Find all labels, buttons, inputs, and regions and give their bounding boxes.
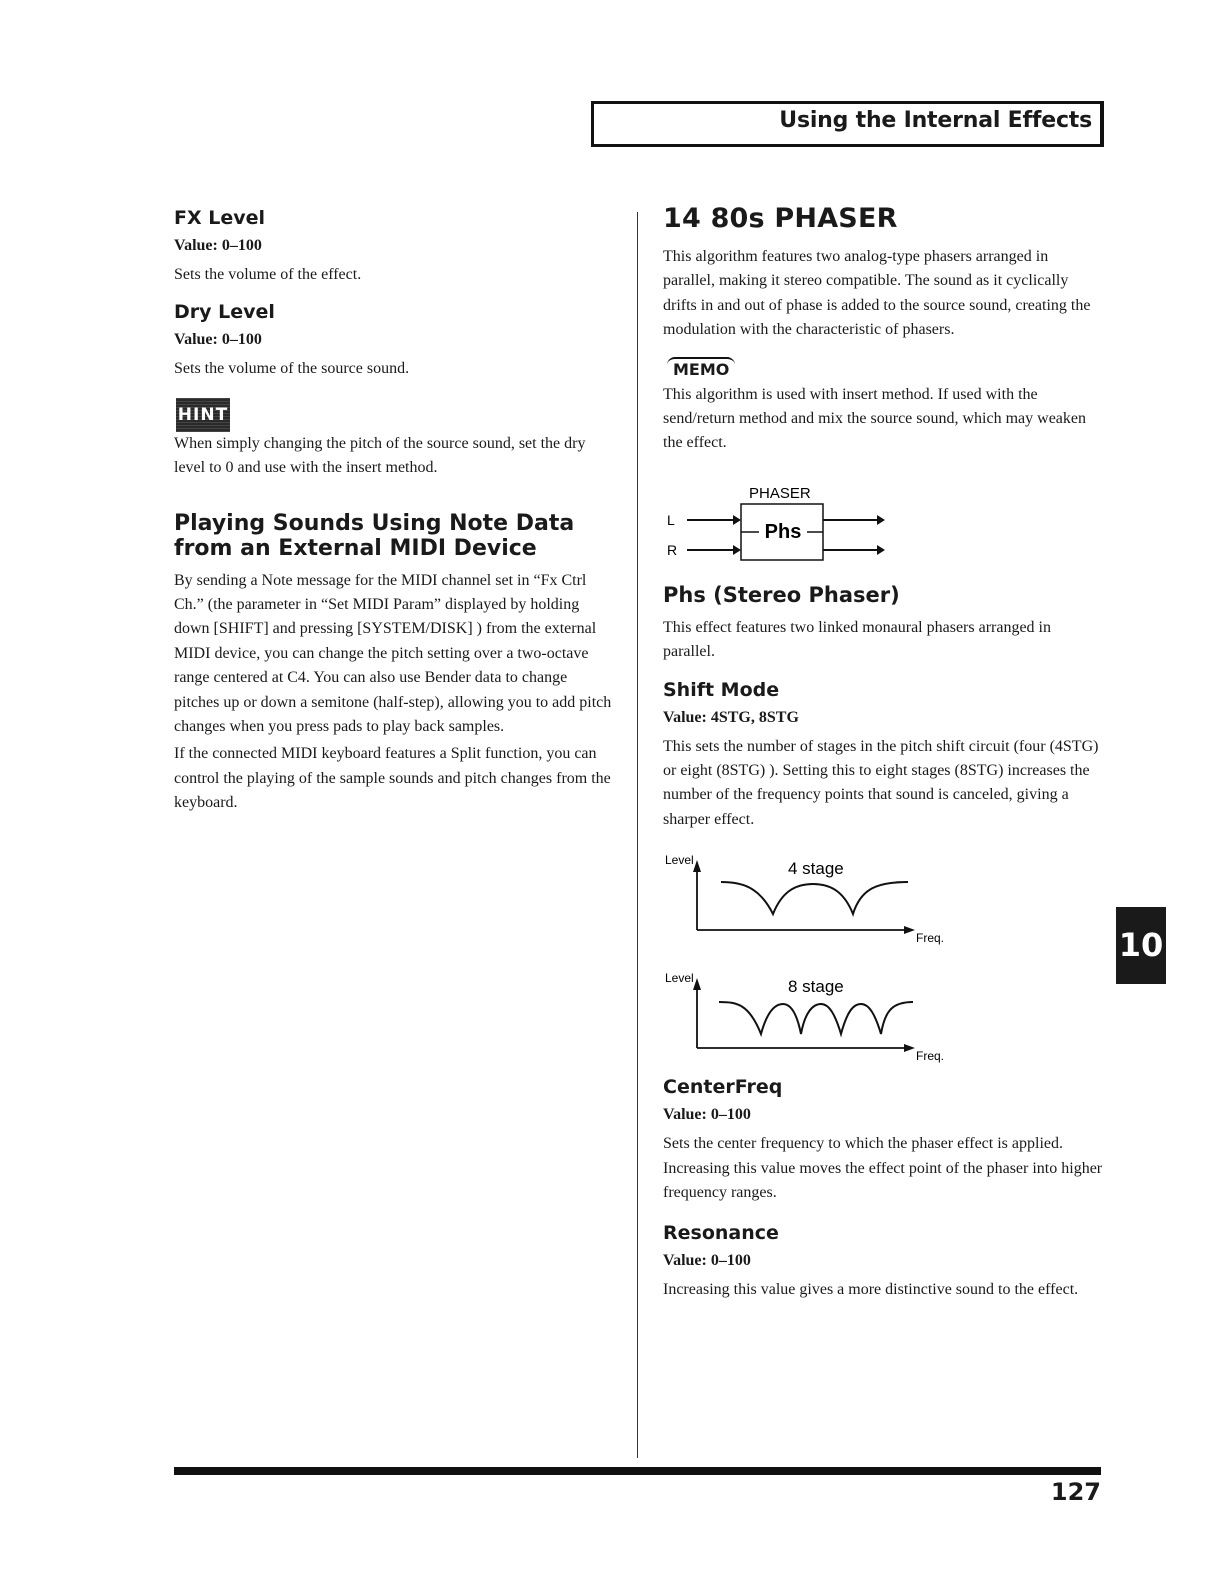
diagram-block-name: Phs [764,520,802,543]
memo-icon: MEMO [667,357,735,381]
phs-heading: Phs (Stereo Phaser) [663,582,900,607]
phs-desc: This effect features two linked monaural phasers arranged in parallel. [663,618,1051,661]
playing-para2: If the connected MIDI keyboard features a Split function, you can control the playing of the sample sounds and pitch changes from the keyboard. [174,745,611,812]
centerfreq-heading: CenterFreq [663,1076,783,1099]
dry-level-value: Value: 0–100 [174,331,262,349]
chapter-tab: 10 [1116,907,1166,984]
graph4-ylabel: Level [665,853,694,868]
graph-8-stage [663,968,963,1068]
graph-4-stage [663,850,963,950]
hint-icon: HINT [176,398,230,432]
graph4-xlabel: Freq. [916,931,945,946]
fx-level-value: Value: 0–100 [174,237,262,254]
graph8-xlabel: Freq. [916,1049,945,1064]
graph8-title: 8 stage [788,977,844,997]
centerfreq-value: Value: 0–100 [663,1106,751,1124]
resonance-value: Value: 0–100 [663,1251,751,1269]
section-title: Using the Internal Effects [779,108,1092,133]
shift-mode-desc: This sets the number of stages in the pitch shift circuit (four (4STG) or eight (8STG) ). Setting this to eight stages (8STG) increases the number of the frequency points that sound is canceled, giving a sharper effect. [663,737,1099,828]
diagram-block-label: PHASER [749,484,811,502]
shift-mode-heading: Shift Mode [663,678,780,701]
graph4-curve [721,882,908,914]
playing-heading: Playing Sounds Using Note Data from an External MIDI Device [174,510,575,561]
footer-rule [174,1467,1101,1475]
diagram-input-l: L [667,511,675,528]
phaser-intro: This algorithm features two analog-type phasers arranged in parallel, making it stereo compatible. The sound as it cyclically drifts in and out of phase is added to the source sound, creating the modulation with the characteristic of phasers. [663,248,1091,339]
graph8-ylabel: Level [665,971,694,986]
phaser-title: 14 80s PHASER [663,203,898,234]
resonance-heading: Resonance [663,1221,779,1244]
diagram-input-r: R [667,541,678,558]
dry-level-desc: Sets the volume of the source sound. [174,360,410,378]
fx-level-desc: Sets the volume of the effect. [174,266,362,283]
playing-para1: By sending a Note message for the MIDI channel set in “Fx Ctrl Ch.” (the parameter in “Set MIDI Param” displayed by holding down [SHIFT] and pressing [SYSTEM/DISK] ) from the external MIDI device, you can change the pitch setting over a two-octave range centered at C4. You can also use Bender data to change pitches up or down a semitone (half-step), allowing you to add pitch changes when you press pads to play back samples. [174,571,612,736]
shift-mode-value: Value: 4STG, 8STG [663,708,799,726]
phaser-block-diagram [663,478,903,568]
centerfreq-desc: Sets the center frequency to which the phaser effect is applied. Increasing this value moves the effect point of the phaser into higher frequency ranges. [663,1135,1103,1202]
right-column [663,201,1103,1302]
memo-text: This algorithm is used with insert method. If used with the send/return method and mix the source sound, which may weaken the effect. [663,385,1086,452]
dry-level-heading: Dry Level [174,301,275,324]
page-number: 127 [1050,1478,1101,1506]
graph4-title: 4 stage [788,859,844,879]
graph8-curve [719,1002,913,1034]
resonance-desc: Increasing this value gives a more distinctive sound to the effect. [663,1280,1079,1298]
fx-level-heading: FX Level [174,207,266,229]
hint-text: When simply changing the pitch of the source sound, set the dry level to 0 and use with the insert method. [174,434,586,477]
section-header [591,101,1104,147]
left-column [174,205,614,816]
column-divider [637,212,638,1458]
